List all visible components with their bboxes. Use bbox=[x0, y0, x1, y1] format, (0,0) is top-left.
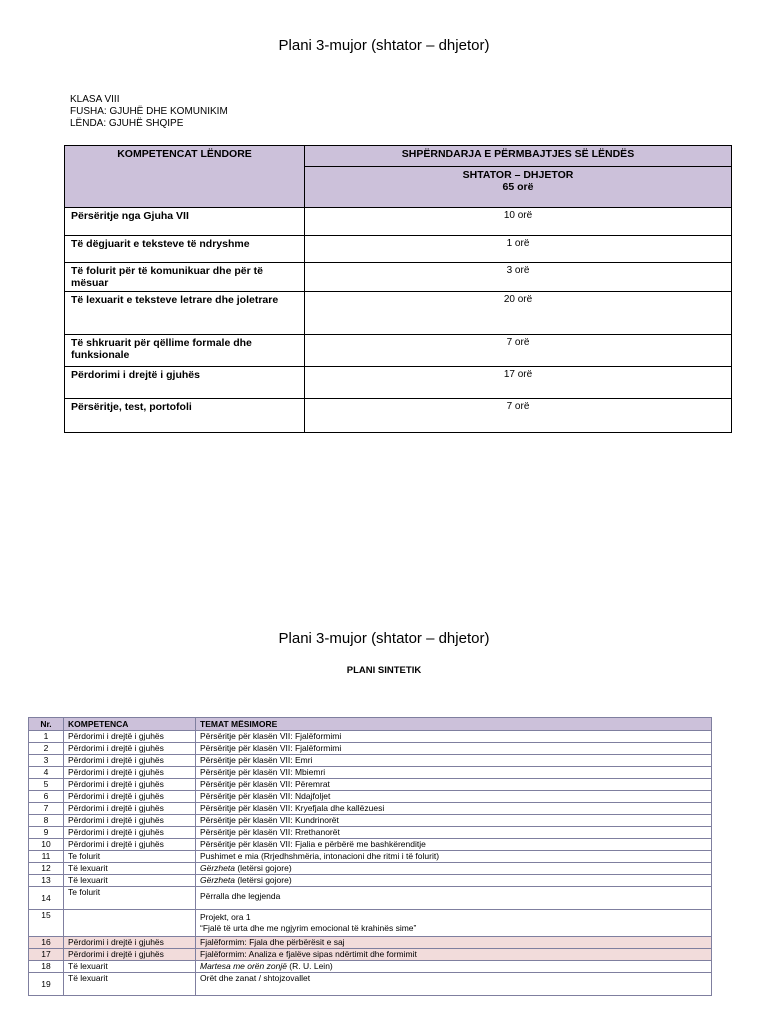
row-number: 11 bbox=[29, 851, 64, 863]
page-subtitle: PLANI SINTETIK bbox=[346, 665, 422, 676]
row-competency: Të lexuarit bbox=[64, 961, 196, 973]
row-number: 2 bbox=[29, 743, 64, 755]
table-row bbox=[29, 743, 712, 755]
row-number: 10 bbox=[29, 839, 64, 851]
row-number: 13 bbox=[29, 875, 64, 887]
col-header-distribution: SHPËRNDARJA E PËRMBAJTJES SË LËNDËS bbox=[305, 146, 732, 167]
competencies-table bbox=[64, 145, 732, 433]
row-number: 14 bbox=[29, 887, 64, 910]
row-number: 16 bbox=[29, 937, 64, 949]
table-row-highlighted bbox=[29, 949, 712, 961]
row-competency: Përdorimi i drejtë i gjuhës bbox=[64, 815, 196, 827]
hours-value: 20 orë bbox=[305, 292, 732, 335]
table-row-highlighted bbox=[29, 937, 712, 949]
row-competency: Përdorimi i drejtë i gjuhës bbox=[64, 827, 196, 839]
table-row bbox=[29, 779, 712, 791]
row-number: 15 bbox=[29, 910, 64, 937]
competency-label: Të shkruarit për qëllime formale dhe funksionale bbox=[65, 335, 305, 367]
topic-note: (R. U. Lein) bbox=[286, 961, 333, 971]
table-row bbox=[29, 910, 712, 937]
row-number: 3 bbox=[29, 755, 64, 767]
table-row bbox=[29, 839, 712, 851]
row-topic: Përsëritje për klasën VII: Kundrinorët bbox=[196, 815, 712, 827]
table-row bbox=[65, 367, 732, 399]
row-number: 4 bbox=[29, 767, 64, 779]
row-topic: Pushimet e mia (Rrjedhshmëria, intonacioni dhe ritmi i të folurit) bbox=[196, 851, 712, 863]
row-topic bbox=[196, 910, 712, 937]
row-topic bbox=[196, 875, 712, 887]
row-number: 1 bbox=[29, 731, 64, 743]
row-competency: Të lexuarit bbox=[64, 973, 196, 996]
row-competency: Te folurit bbox=[64, 887, 196, 910]
row-competency: Përdorimi i drejtë i gjuhës bbox=[64, 803, 196, 815]
row-number: 8 bbox=[29, 815, 64, 827]
hours-value: 3 orë bbox=[305, 263, 732, 292]
hours-value: 10 orë bbox=[305, 208, 732, 236]
table-row bbox=[29, 973, 712, 996]
competency-label: Të lexuarit e teksteve letrare dhe joletrare bbox=[65, 292, 305, 335]
hours-value: 7 orë bbox=[305, 399, 732, 433]
page-title: Plani 3-mujor (shtator – dhjetor) bbox=[278, 37, 490, 54]
table-row bbox=[65, 399, 732, 433]
row-topic: Përsëritje për klasën VII: Fjalia e përbërë me bashkërenditje bbox=[196, 839, 712, 851]
meta-fusha: FUSHA: GJUHË DHE KOMUNIKIM bbox=[70, 106, 228, 117]
topic-note: (letërsi gojore) bbox=[234, 863, 292, 873]
table-row bbox=[65, 292, 732, 335]
row-topic: Orët dhe zanat / shtojzovallet bbox=[196, 973, 712, 996]
table-row bbox=[29, 791, 712, 803]
row-number: 9 bbox=[29, 827, 64, 839]
table-row bbox=[65, 208, 732, 236]
table-row bbox=[29, 851, 712, 863]
table-row bbox=[29, 731, 712, 743]
row-topic: Fjalëformim: Fjala dhe përbërësit e saj bbox=[196, 937, 712, 949]
meta-klasa: KLASA VIII bbox=[70, 94, 120, 105]
period-label: SHTATOR – DHJETOR bbox=[462, 169, 574, 181]
page-title: Plani 3-mujor (shtator – dhjetor) bbox=[278, 630, 490, 647]
row-competency: Përdorimi i drejtë i gjuhës bbox=[64, 731, 196, 743]
competency-label: Përsëritje nga Gjuha VII bbox=[65, 208, 305, 236]
table-row bbox=[29, 961, 712, 973]
table-row bbox=[29, 887, 712, 910]
row-competency: Të lexuarit bbox=[64, 875, 196, 887]
table-row bbox=[29, 803, 712, 815]
row-topic: Përsëritje për klasën VII: Ndajfoljet bbox=[196, 791, 712, 803]
table-row bbox=[29, 767, 712, 779]
row-competency: Përdorimi i drejtë i gjuhës bbox=[64, 839, 196, 851]
row-topic: Përsëritje për klasën VII: Fjalëformimi bbox=[196, 731, 712, 743]
topic-line-1: Projekt, ora 1 bbox=[200, 912, 251, 922]
topic-title: Gërzheta bbox=[200, 875, 235, 885]
row-number: 17 bbox=[29, 949, 64, 961]
total-hours: 65 orë bbox=[502, 181, 534, 193]
row-topic: Përsëritje për klasën VII: Rrethanorët bbox=[196, 827, 712, 839]
table-row bbox=[65, 236, 732, 263]
row-topic: Përsëritje për klasën VII: Emri bbox=[196, 755, 712, 767]
row-topic bbox=[196, 961, 712, 973]
competency-label: Të dëgjuarit e teksteve të ndryshme bbox=[65, 236, 305, 263]
row-competency: Përdorimi i drejtë i gjuhës bbox=[64, 791, 196, 803]
competency-label: Përdorimi i drejtë i gjuhës bbox=[65, 367, 305, 399]
period-cell bbox=[305, 167, 732, 208]
competency-label: Të folurit për të komunikuar dhe për të mësuar bbox=[65, 263, 305, 292]
row-topic: Përsëritje për klasën VII: Mbiemri bbox=[196, 767, 712, 779]
row-topic bbox=[196, 863, 712, 875]
row-number: 7 bbox=[29, 803, 64, 815]
table-row bbox=[29, 875, 712, 887]
row-competency: Përdorimi i drejtë i gjuhës bbox=[64, 743, 196, 755]
row-competency bbox=[64, 910, 196, 937]
topic-note: (letërsi gojore) bbox=[234, 875, 292, 885]
table-row bbox=[65, 263, 732, 292]
row-competency: Të lexuarit bbox=[64, 863, 196, 875]
table-row bbox=[29, 863, 712, 875]
row-competency: Te folurit bbox=[64, 851, 196, 863]
table-row bbox=[29, 755, 712, 767]
row-topic: Përsëritje për klasën VII: Përemrat bbox=[196, 779, 712, 791]
row-number: 6 bbox=[29, 791, 64, 803]
table-row bbox=[29, 827, 712, 839]
row-topic: Përsëritje për klasën VII: Kryefjala dhe kallëzuesi bbox=[196, 803, 712, 815]
topic-line-2: “Fjalë të urta dhe me ngjyrim emocional të krahinës sime” bbox=[200, 923, 417, 933]
row-topic: Fjalëformim: Analiza e fjalëve sipas ndërtimit dhe formimit bbox=[196, 949, 712, 961]
row-number: 18 bbox=[29, 961, 64, 973]
hours-value: 7 orë bbox=[305, 335, 732, 367]
topic-title: Gërzheta bbox=[200, 863, 235, 873]
topic-title: Martesa me orën zonjë bbox=[200, 961, 287, 971]
row-competency: Përdorimi i drejtë i gjuhës bbox=[64, 949, 196, 961]
row-competency: Përdorimi i drejtë i gjuhës bbox=[64, 755, 196, 767]
meta-lenda: LËNDA: GJUHË SHQIPE bbox=[70, 118, 184, 129]
row-competency: Përdorimi i drejtë i gjuhës bbox=[64, 937, 196, 949]
hours-value: 1 orë bbox=[305, 236, 732, 263]
row-number: 12 bbox=[29, 863, 64, 875]
row-competency: Përdorimi i drejtë i gjuhës bbox=[64, 767, 196, 779]
row-number: 5 bbox=[29, 779, 64, 791]
table-row bbox=[29, 815, 712, 827]
row-topic: Përralla dhe legjenda bbox=[196, 887, 712, 910]
synthetic-plan-table bbox=[28, 717, 712, 996]
row-topic: Përsëritje për klasën VII: Fjalëformimi bbox=[196, 743, 712, 755]
table-row bbox=[65, 335, 732, 367]
hours-value: 17 orë bbox=[305, 367, 732, 399]
row-number: 19 bbox=[29, 973, 64, 996]
document-meta bbox=[70, 94, 228, 130]
col-header-temat: TEMAT MËSIMORE bbox=[196, 718, 712, 731]
col-header-nr: Nr. bbox=[29, 718, 64, 731]
row-competency: Përdorimi i drejtë i gjuhës bbox=[64, 779, 196, 791]
col-header-kompetenca: KOMPETENCA bbox=[64, 718, 196, 731]
competency-label: Përsëritje, test, portofoli bbox=[65, 399, 305, 433]
col-header-competencies: KOMPETENCAT LËNDORE bbox=[65, 146, 305, 208]
